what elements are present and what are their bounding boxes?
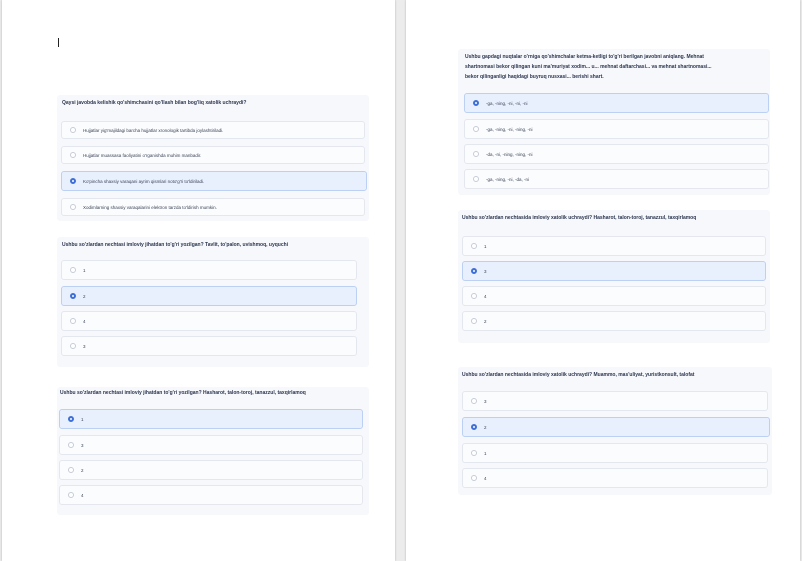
- option-label: 1: [484, 243, 487, 249]
- radio-button[interactable]: [473, 176, 479, 182]
- radio-button-selected[interactable]: [471, 268, 477, 274]
- option-label: 4: [484, 293, 487, 299]
- answer-option-selected[interactable]: [462, 417, 770, 437]
- radio-button[interactable]: [70, 204, 76, 210]
- document-page-right: [406, 0, 800, 561]
- answer-option-selected[interactable]: [462, 261, 766, 281]
- answer-option-selected[interactable]: [464, 93, 769, 113]
- option-label: Ko'pincha shaxsiy varaqani ayrim qismlari noto'g'ri to'ldiriladi.: [83, 178, 205, 184]
- option-label: 3: [81, 442, 84, 448]
- answer-option[interactable]: [61, 198, 365, 216]
- radio-button[interactable]: [471, 243, 477, 249]
- answer-option[interactable]: [462, 236, 766, 256]
- answer-option[interactable]: [61, 336, 357, 356]
- question-text: Ushbu so'zlardan nechtasida imloviy xatolik uchraydi? Muammo, mas'uliyat, yuristkonsult, talofat: [462, 372, 695, 378]
- answer-option[interactable]: [61, 311, 357, 331]
- radio-button[interactable]: [70, 343, 76, 349]
- question-text-line: Ushbu gapdagi nuqtalar o'rniga qo'shimchalar ketma-ketligi to'g'ri berilgan javobni aniqlang. Mehnat: [465, 54, 704, 60]
- radio-button[interactable]: [473, 126, 479, 132]
- answer-option-selected[interactable]: [61, 286, 357, 306]
- option-label: -ga, -ning, -ni, -ni, -ni: [486, 100, 528, 106]
- answer-option[interactable]: [61, 260, 357, 280]
- answer-option[interactable]: [462, 468, 768, 488]
- radio-button-selected[interactable]: [473, 100, 479, 106]
- radio-button[interactable]: [70, 127, 76, 133]
- question-block-5: [458, 210, 770, 343]
- option-label: 2: [484, 318, 487, 324]
- answer-option[interactable]: [462, 443, 768, 463]
- answer-option[interactable]: [464, 144, 769, 164]
- option-label: -da, -ni, -ning, -ning, -ni: [486, 151, 533, 157]
- answer-option[interactable]: [59, 485, 363, 505]
- option-label: 1: [81, 416, 84, 422]
- radio-button[interactable]: [471, 318, 477, 324]
- radio-button[interactable]: [473, 151, 479, 157]
- question-block-2: [57, 237, 369, 367]
- option-label: 1: [83, 267, 86, 273]
- radio-button-selected[interactable]: [70, 293, 76, 299]
- answer-option[interactable]: [462, 391, 768, 411]
- radio-button[interactable]: [471, 293, 477, 299]
- radio-button[interactable]: [471, 398, 477, 404]
- radio-button[interactable]: [70, 318, 76, 324]
- question-block-4: [458, 49, 770, 195]
- question-block-1: [57, 95, 369, 221]
- radio-button-selected[interactable]: [68, 416, 74, 422]
- radio-button[interactable]: [471, 450, 477, 456]
- option-label: 4: [484, 475, 487, 481]
- question-text: Ushbu so'zlardan nechtasida imloviy xatolik uchraydi? Hasharot, talon-toroj, tanazzul, taxqirlamoq: [462, 215, 697, 221]
- option-label: Hujjatlar muassasa faoliyatini o'rganishda muhim manbadir.: [83, 152, 202, 158]
- question-text-line: shartnomasi bekor qilingan kuni ma'muriyat xodim... u... mehnat daftarchasi... va mehnat shartnomasi...: [465, 64, 712, 70]
- question-text: Ushbu so'zlardan nechtasi imloviy jihatdan to'g'ri yozilgan? Hasharot, talon-toroj, tanazzul, taxqirlamoq: [60, 390, 306, 396]
- radio-button-selected[interactable]: [70, 178, 76, 184]
- answer-option[interactable]: [59, 460, 363, 480]
- option-label: 2: [484, 424, 487, 430]
- radio-button[interactable]: [68, 467, 74, 473]
- option-label: Xodimlarning shaxsiy varaqalarini elektron tarzda to'ldirish mumkin.: [83, 204, 217, 210]
- question-text: Qaysi javobda kelishik qo'shimchasini qo'llash bilan bog'liq xatolik uchraydi?: [62, 100, 247, 106]
- option-label: -ga, -ning, -ni, -ning, -ni: [486, 126, 533, 132]
- answer-option[interactable]: [464, 169, 769, 189]
- question-text-line: bekor qilinganligi haqidagi buyruq nusxasi... berishi shart.: [465, 74, 604, 80]
- radio-button[interactable]: [68, 442, 74, 448]
- radio-button-selected[interactable]: [471, 424, 477, 430]
- answer-option[interactable]: [464, 119, 769, 139]
- option-label: 4: [81, 492, 84, 498]
- option-label: 3: [83, 343, 86, 349]
- option-label: 1: [484, 450, 487, 456]
- question-block-6: [458, 367, 772, 495]
- answer-option[interactable]: [462, 311, 766, 331]
- radio-button[interactable]: [70, 152, 76, 158]
- answer-option[interactable]: [61, 121, 365, 139]
- answer-option[interactable]: [59, 435, 363, 455]
- question-block-3: [57, 387, 369, 515]
- answer-option[interactable]: [61, 146, 365, 164]
- radio-button[interactable]: [70, 267, 76, 273]
- radio-button[interactable]: [471, 475, 477, 481]
- option-label: 2: [83, 293, 86, 299]
- option-label: 4: [83, 318, 86, 324]
- option-label: Hujjatlar yig'majildagi barcha hujjatlar xronologik tartibda joylashtiriladi.: [83, 127, 224, 133]
- option-label: 3: [484, 398, 487, 404]
- option-label: 2: [81, 467, 84, 473]
- answer-option-selected[interactable]: [59, 409, 363, 429]
- answer-option[interactable]: [462, 286, 766, 306]
- answer-option-selected[interactable]: [61, 171, 367, 191]
- option-label: -ga, -ning, -ni, -da, -ni: [486, 176, 530, 182]
- option-label: 3: [484, 268, 487, 274]
- document-page-left: [2, 0, 395, 561]
- question-text: Ushbu so'zlardan nechtasi imloviy jihatdan to'g'ri yozilgan? Tavlit, to'palon, uvishmoq, uyquchi: [62, 242, 289, 248]
- radio-button[interactable]: [68, 492, 74, 498]
- text-cursor: [58, 38, 59, 47]
